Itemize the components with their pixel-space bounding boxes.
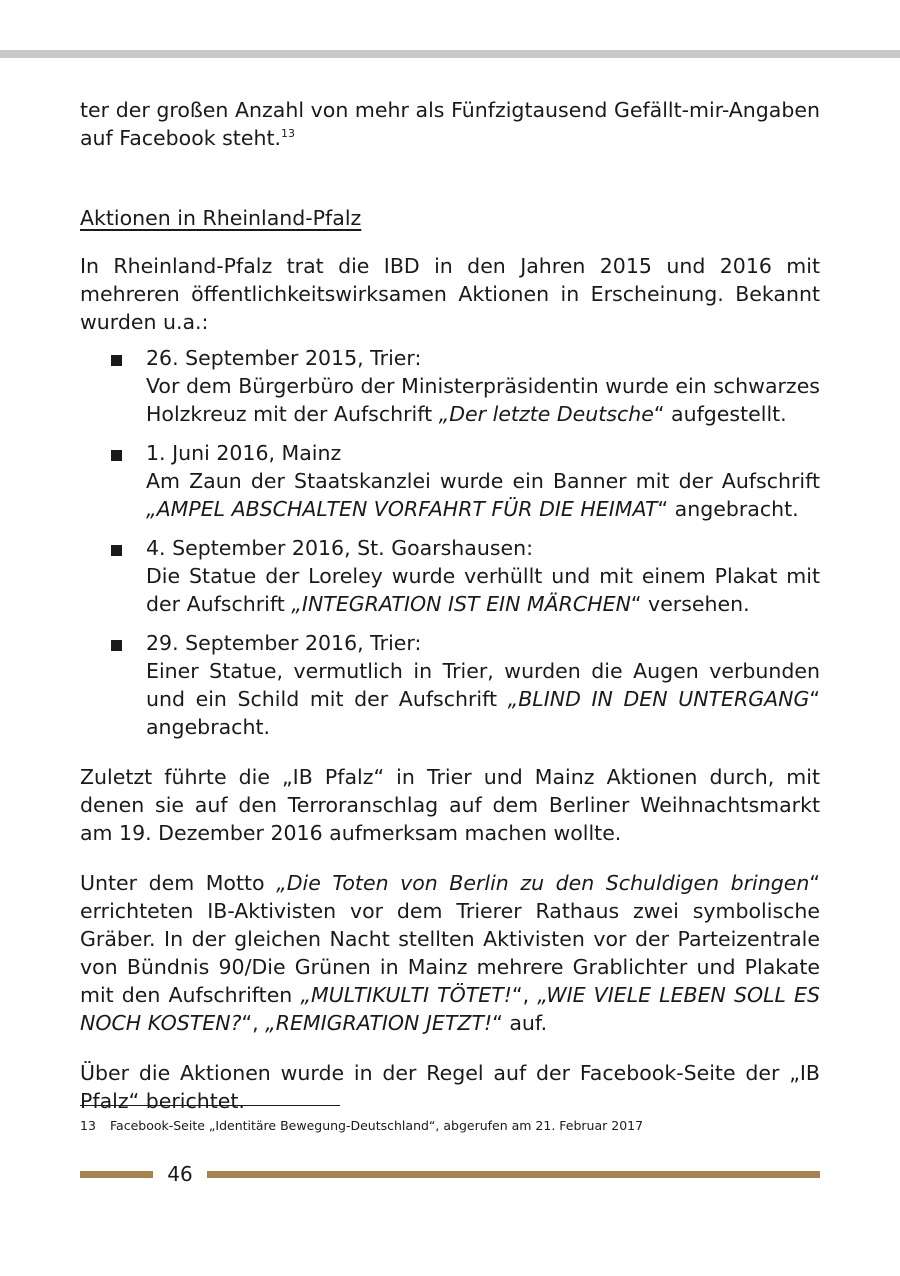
list-item [80, 439, 820, 523]
section-intro-paragraph: In Rheinland-Pfalz trat die IBD in den Jahren 2015 und 2016 mit mehreren öffentlichkeitswirksamen Aktionen in Erscheinung. Bekannt wurden u.a.: [80, 254, 820, 334]
action-description: Vor dem Bürgerbüro der Ministerpräsidentin wurde ein schwarzes Holzkreuz mit der Aufschrift „Der letzte Deutsche“ aufgestellt. [146, 374, 820, 426]
footnote-number: 13 [80, 1118, 96, 1133]
footer-bar-right [207, 1171, 820, 1178]
footnote-divider [80, 1105, 340, 1106]
action-description: Einer Statue, vermutlich in Trier, wurden die Augen verbunden und ein Schild mit der Aufschrift „BLIND IN DEN UNTERGANG“ angebracht. [146, 659, 821, 739]
actions-list [80, 344, 820, 741]
page-content [80, 96, 820, 1115]
footnote [80, 1117, 820, 1135]
action-description: Die Statue der Loreley wurde verhüllt und mit einem Plakat mit der Aufschrift „INTEGRATION IST EIN MÄRCHEN“ versehen. [146, 564, 820, 616]
action-date: 26. September 2015, Trier: [146, 346, 422, 370]
page-number: 46 [167, 1162, 193, 1186]
action-description: Am Zaun der Staatskanzlei wurde ein Banner mit der Aufschrift „AMPEL ABSCHALTEN VORFAHRT FÜR DIE HEIMAT“ angebracht. [146, 469, 820, 521]
square-bullet-icon [111, 640, 122, 651]
motto-paragraph: Unter dem Motto „Die Toten von Berlin zu den Schuldigen bringen“ errichteten IB-Aktivisten vor dem Trierer Rathaus zwei symbolische Gräber. In der gleichen Nacht stellten Aktivisten vor der Parteizentrale von Bündnis 90/Die Grünen in Mainz mehrere Grablichter und Plakate mit den Aufschriften „MULTIKULTI TÖTET!“, „WIE VIELE LEBEN SOLL ES NOCH KOSTEN?“, „REMIGRATION JETZT!“ auf. [80, 871, 821, 1035]
square-bullet-icon [111, 355, 122, 366]
page-footer [80, 1160, 820, 1188]
action-date: 4. September 2016, St. Goarshausen: [146, 536, 534, 560]
square-bullet-icon [111, 545, 122, 556]
square-bullet-icon [111, 450, 122, 461]
footer-bar-left [80, 1171, 153, 1178]
intro-paragraph: ter der großen Anzahl von mehr als Fünfzigtausend Gefällt-mir-Angaben auf Facebook steht.$^{13}$ [80, 98, 820, 150]
facebook-paragraph: Über die Aktionen wurde in der Regel auf der Facebook-Seite der „IB Pfalz“ berichtet. [80, 1061, 820, 1113]
action-date: 29. September 2016, Trier: [146, 631, 422, 655]
section-heading: Aktionen in Rheinland-Pfalz [80, 206, 362, 230]
list-item [80, 534, 820, 618]
action-date: 1. Juni 2016, Mainz [146, 441, 342, 465]
list-item [80, 629, 820, 741]
list-item [80, 344, 820, 428]
ib-pfalz-paragraph: Zuletzt führte die „IB Pfalz“ in Trier und Mainz Aktionen durch, mit denen sie auf den Terroranschlag auf dem Berliner Weihnachtsmarkt am 19. Dezember 2016 aufmerksam machen wollte. [80, 765, 820, 845]
footnote-text: Facebook-Seite „Identitäre Bewegung-Deutschland“, abgerufen am 21. Februar 2017 [110, 1118, 644, 1133]
top-divider-bar [0, 50, 900, 58]
footnote-reference: 13 [281, 127, 296, 141]
